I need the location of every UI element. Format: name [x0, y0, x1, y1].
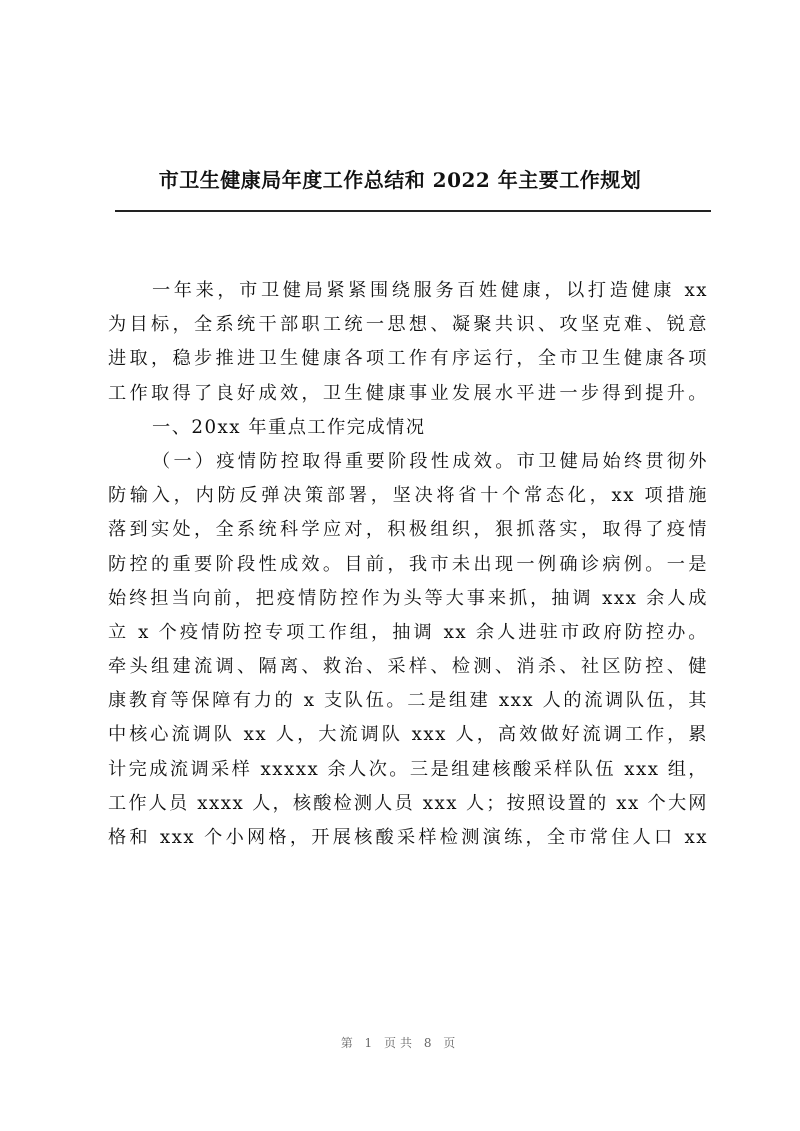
paragraph-line: （一）疫情防控取得重要阶段性成效。市卫健局始终贯彻外 [152, 450, 708, 472]
paragraph-line: 牵头组建流调、隔离、救治、采样、检测、消杀、社区防控、健 [108, 656, 708, 678]
title-divider [115, 210, 711, 212]
paragraph-line: 防控的重要阶段性成效。目前，我市未出现一例确诊病例。一是 [108, 553, 708, 575]
paragraph-line: 一年来，市卫健局紧紧围绕服务百姓健康，以打造健康 xx [152, 280, 708, 301]
paragraph-line: 始终担当向前，把疫情防控作为头等大事来抓，抽调 xxx 余人成 [108, 587, 708, 609]
paragraph-line: 中核心流调队 xx 人，大流调队 xxx 人，高效做好流调工作，累 [108, 724, 708, 746]
paragraph-line: 防输入，内防反弹决策部署，坚决将省十个常态化，xx 项措施 [108, 485, 708, 507]
paragraph-line: 进取，稳步推进卫生健康各项工作有序运行，全市卫生健康各项 [108, 348, 708, 370]
paragraph-line: 落到实处，全系统科学应对，积极组织，狠抓落实，取得了疫情 [108, 519, 708, 541]
document-title: 市卫生健康局年度工作总结和 2022 年主要工作规划 [158, 168, 642, 192]
paragraph-line: 计完成流调采样 xxxxx 余人次。三是组建核酸采样队伍 xxx 组， [108, 758, 708, 780]
paragraph-line: 格和 xxx 个小网格，开展核酸采样检测演练，全市常住人口 xx [108, 827, 708, 848]
paragraph-line: 工作人员 xxxx 人，核酸检测人员 xxx 人；按照设置的 xx 个大网 [108, 792, 708, 814]
page-number: 第 1 页共 8 页 [340, 1036, 460, 1050]
paragraph-line: 工作取得了良好成效，卫生健康事业发展水平进一步得到提升。 [108, 382, 708, 404]
paragraph-line: 立 x 个疫情防控专项工作组，抽调 xx 余人进驻市政府防控办。 [108, 621, 708, 643]
paragraph-line: 为目标，全系统干部职工统一思想、凝聚共识、攻坚克难、锐意 [108, 314, 708, 336]
paragraph-line: 康教育等保障有力的 x 支队伍。二是组建 xxx 人的流调队伍，其 [108, 690, 708, 712]
document-body [108, 274, 708, 855]
section-heading: 一、20xx 年重点工作完成情况 [152, 416, 426, 438]
